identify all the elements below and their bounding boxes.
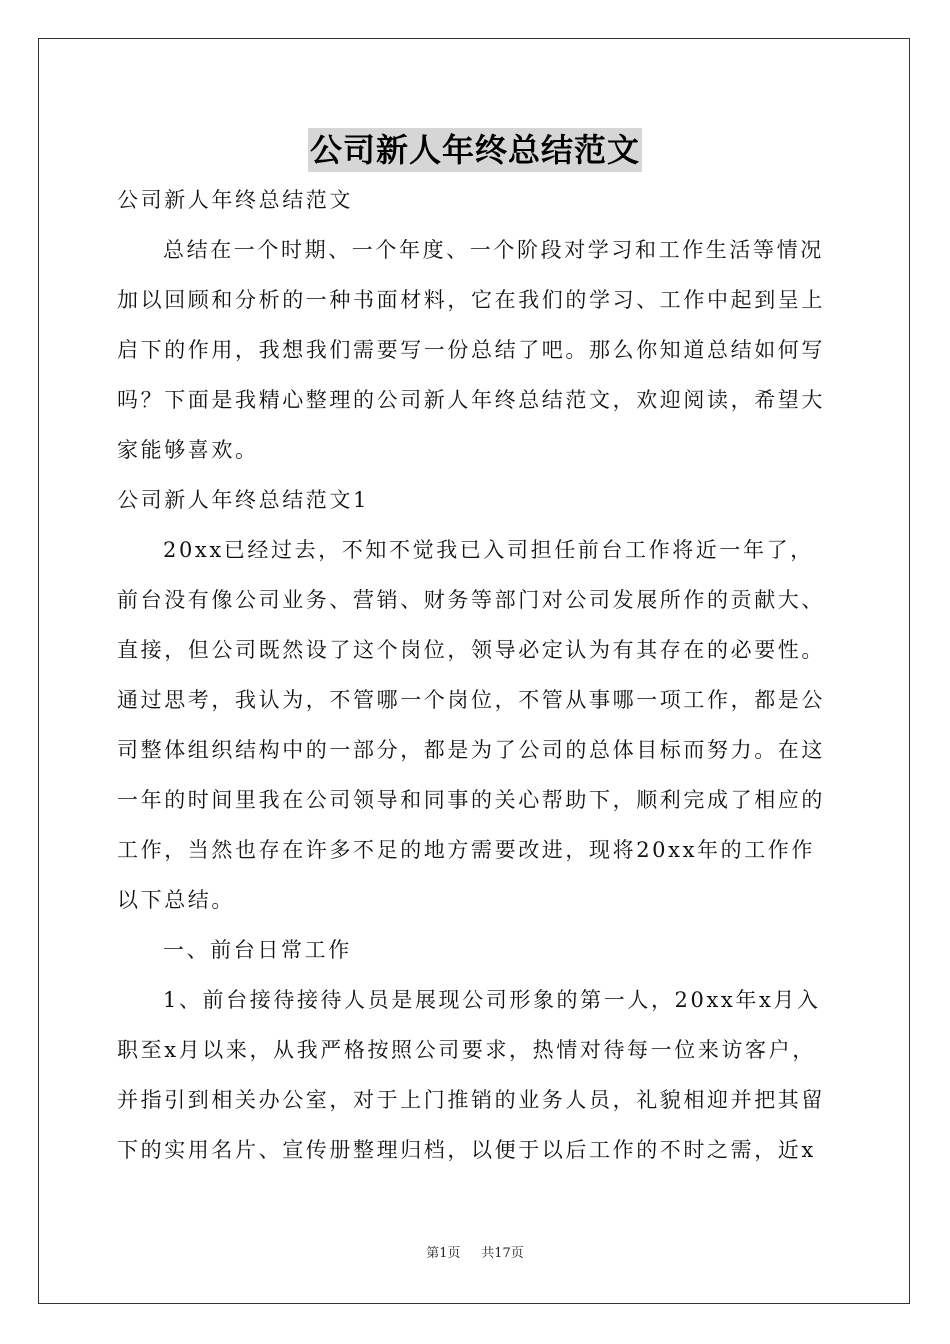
footer-spacer [465, 1246, 477, 1261]
title-container [0, 128, 950, 172]
total-pages: 共17页 [481, 1246, 524, 1261]
body-line: 直接，但公司既然设了这个岗位，领导必定认为有其存在的必要性。 [117, 638, 825, 662]
body-line: 总结在一个时期、一个年度、一个阶段对学习和工作生活等情况 [163, 238, 824, 262]
body-line: 1、前台接待接待人员是展现公司形象的第一人，20xx年x月入 [163, 988, 821, 1012]
body-line: 工作，当然也存在许多不足的地方需要改进，现将20xx年的工作作 [117, 838, 816, 862]
body-line: 加以回顾和分析的一种书面材料，它在我们的学习、工作中起到呈上 [117, 288, 825, 312]
page-number: 第1页 [426, 1246, 461, 1261]
body-line: 司整体组织结构中的一部分，都是为了公司的总体目标而努力。在这 [117, 738, 825, 762]
body-line: 下的实用名片、宣传册整理归档，以便于以后工作的不时之需，近x [117, 1138, 816, 1162]
body-line: 前台没有像公司业务、营销、财务等部门对公司发展所作的贡献大、 [117, 588, 825, 612]
body-line: 吗？下面是我精心整理的公司新人年终总结范文，欢迎阅读，希望大 [117, 388, 825, 412]
section-heading: 公司新人年终总结范文1 [117, 488, 369, 512]
body-line: 并指引到相关办公室，对于上门推销的业务人员，礼貌相迎并把其留 [117, 1088, 825, 1112]
body-line: 家能够喜欢。 [117, 438, 259, 462]
body-line: 20xx已经过去，不知不觉我已入司担任前台工作将近一年了， [163, 538, 814, 562]
body-line: 启下的作用，我想我们需要写一份总结了吧。那么你知道总结如何写 [117, 338, 825, 362]
page-footer [0, 1245, 950, 1263]
body-line: 公司新人年终总结范文 [117, 188, 353, 212]
body-line: 通过思考，我认为，不管哪一个岗位，不管从事哪一项工作，都是公 [117, 688, 825, 712]
body-line: 一年的时间里我在公司领导和同事的关心帮助下，顺利完成了相应的 [117, 788, 825, 812]
document-body [117, 180, 835, 1180]
body-line: 以下总结。 [117, 888, 235, 912]
body-line: 职至x月以来，从我严格按照公司要求，热情对待每一位来访客户， [117, 1038, 816, 1062]
subsection-heading: 一、前台日常工作 [163, 938, 352, 962]
document-title: 公司新人年终总结范文 [308, 128, 642, 172]
